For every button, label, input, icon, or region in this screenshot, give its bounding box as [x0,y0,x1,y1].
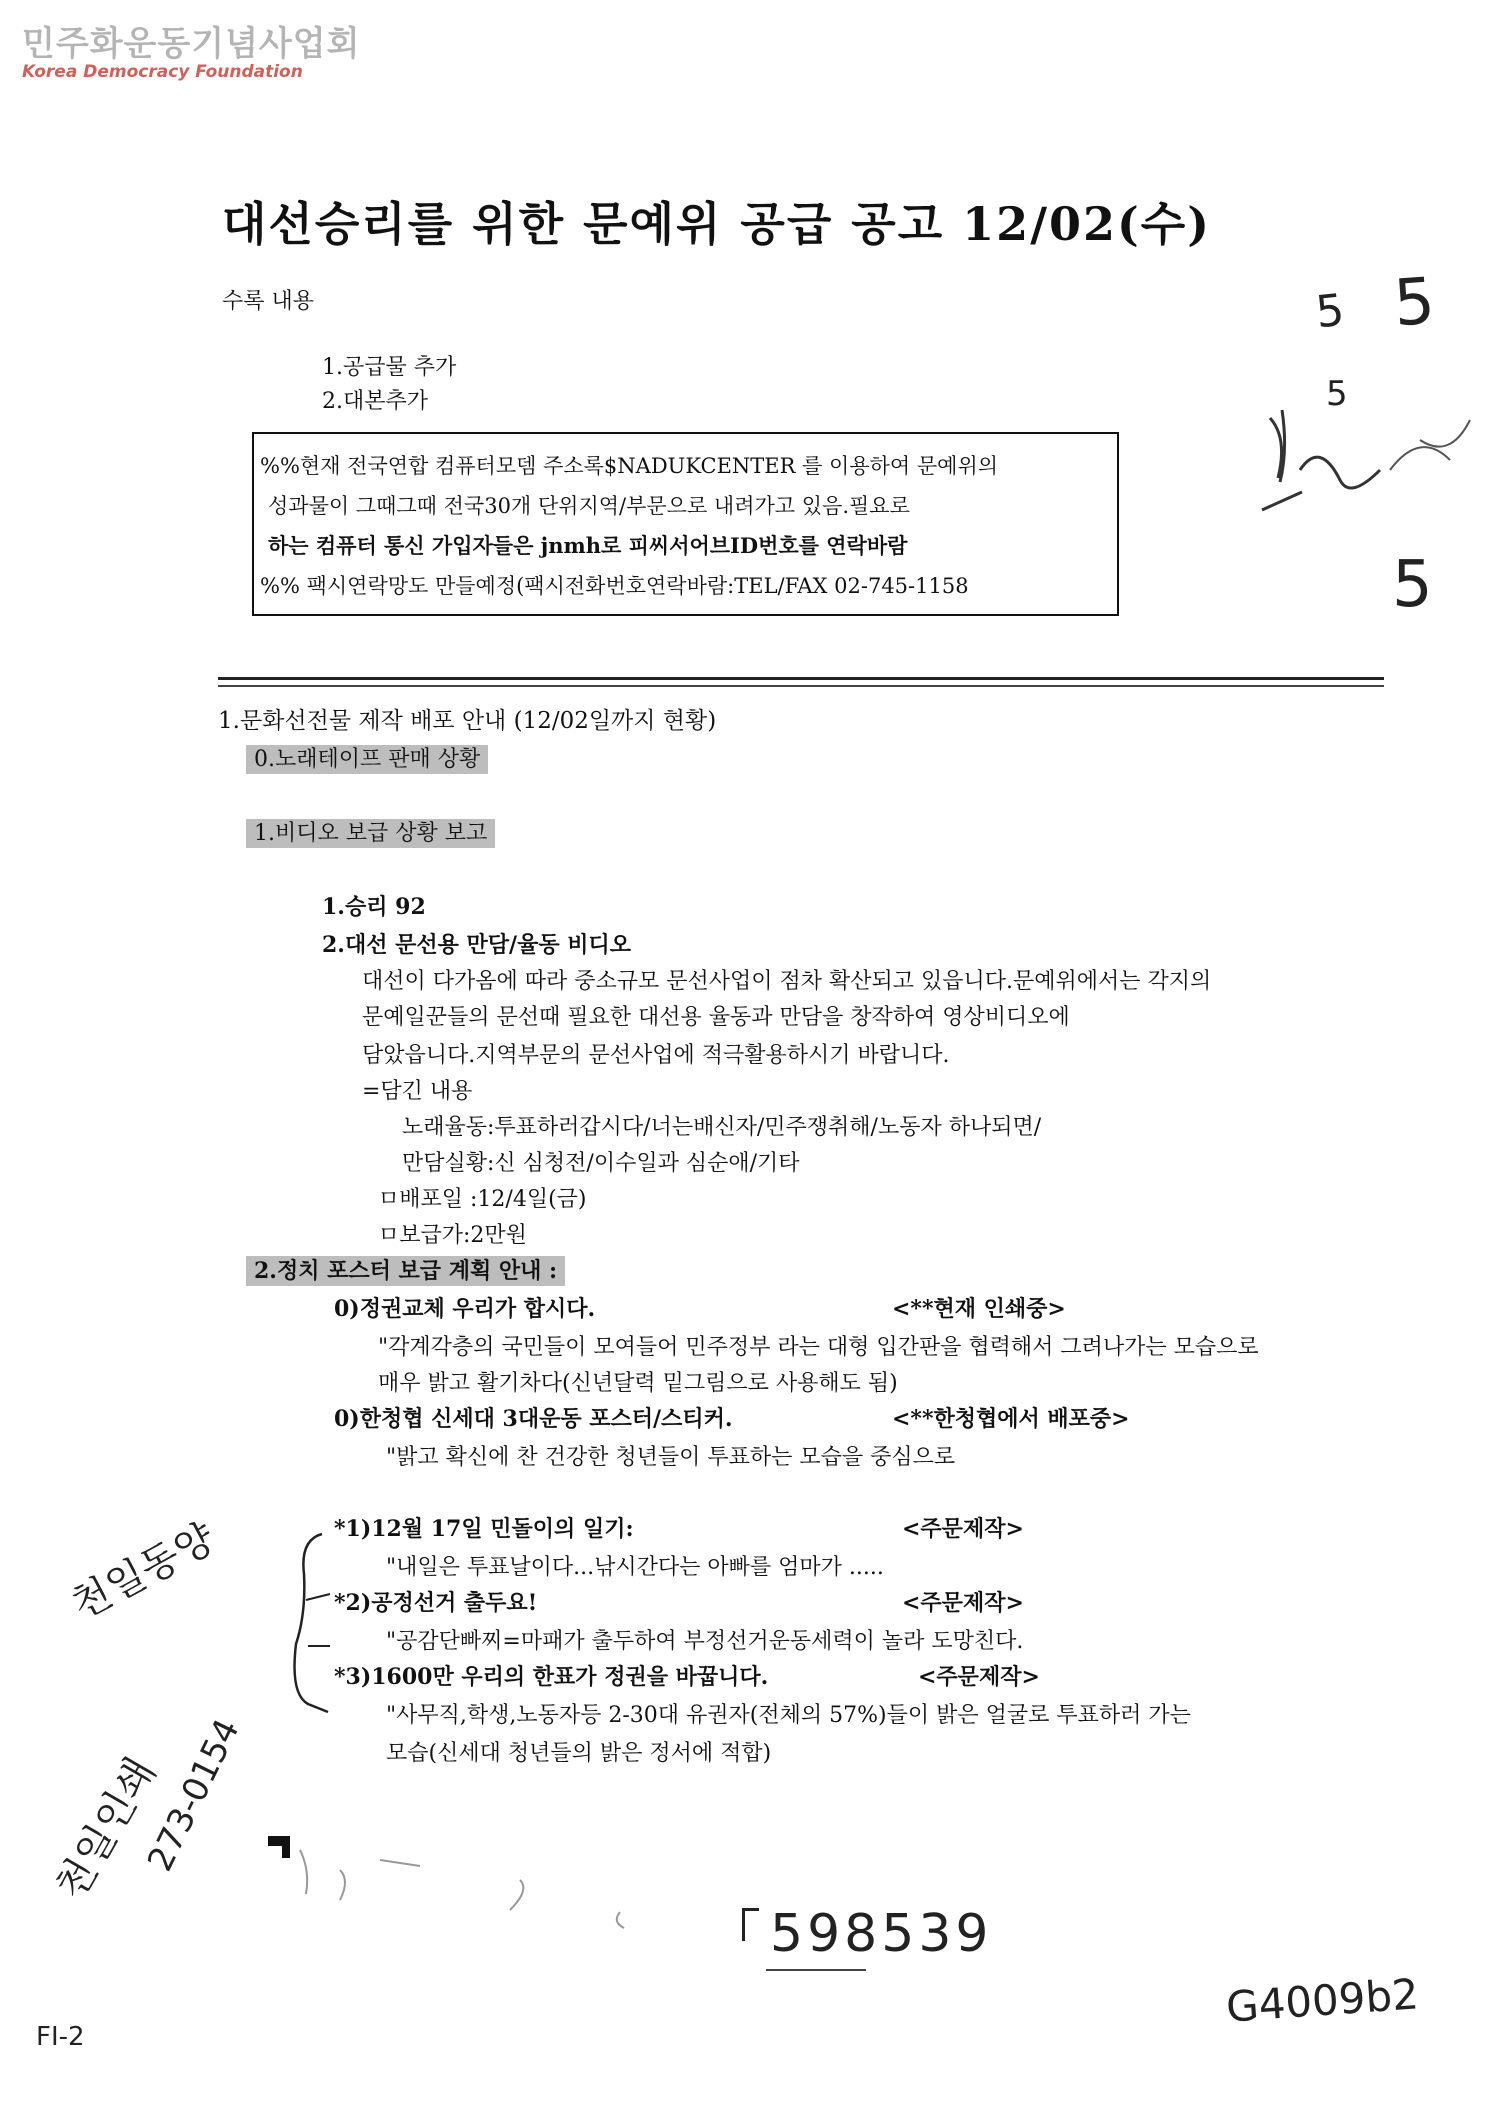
bottom-left-note: FI-2 [36,2022,85,2052]
poster-5-status: <주문제작> [918,1664,1040,1690]
bottom-number: G4009b2 [1224,1969,1421,2032]
contents-item-2: 2.대본추가 [322,389,428,414]
video-desc-2: 문예일꾼들의 문선때 필요한 대선용 율동과 만담을 창작하여 영상비디오에 [362,1005,1070,1030]
handwritten-note-1: 천일동양 [64,1515,223,1629]
video-item-1: 1.승리 92 [322,894,426,920]
poster-1-desc-1: "각계각층의 국민들이 모여들어 민주정부 라는 대형 입간판을 협력해서 그려나가는 모습으로 [378,1335,1259,1360]
poster-5-desc-2: 모습(신세대 청년들의 밝은 정서에 적합) [386,1741,772,1766]
handwritten-note-3: 273-0154 [140,1712,248,1878]
notice-line-1: %%현재 전국연합 컴퓨터모뎀 주소록$NADUKCENTER 를 이용하여 문예위의 [260,454,999,478]
video-desc-3: 담았읍니다.지역부문의 문선사업에 적극활용하시기 바랍니다. [362,1043,950,1068]
poster-5-title: *3)1600만 우리의 한표가 정권을 바꿉니다. [334,1664,769,1690]
poster-2-desc-1: "밝고 확신에 찬 건강한 청년들이 투표하는 모습을 중심으로 [386,1445,956,1470]
poster-1-desc-2: 매우 밝고 활기차다(신년달력 밑그림으로 사용해도 됨) [378,1371,898,1396]
contents-item-1: 1.공급물 추가 [322,355,457,380]
poster-4-status: <주문제작> [902,1590,1024,1616]
stamp-number: 598539 [770,1904,993,1964]
poster-1-status: <**현재 인쇄중> [892,1296,1066,1322]
poster-4-desc-1: "공감단빠찌=마패가 출두하여 부정선거운동세력이 놀라 도망친다. [386,1629,1024,1654]
price: ㅁ보급가:2만원 [378,1223,527,1248]
handwritten-number-1: 5 [1313,284,1347,339]
poster-1-title: 0)정권교체 우리가 합시다. [334,1296,596,1322]
notice-line-2: 성과물이 그때그때 전국30개 단위지역/부문으로 내려가고 있음.필요로 [268,494,910,518]
poster-3-status: <주문제작> [902,1516,1024,1542]
document-title: 대선승리를 위한 문예위 공급 공고 12/02(수) [222,197,1211,251]
handwritten-number-4: 5 [1392,548,1433,622]
poster-2-title: 0)한청협 신세대 3대운동 포스터/스티커. [334,1406,733,1432]
video-item-2: 2.대선 문선용 만담/율동 비디오 [322,932,632,958]
contents-label: =담긴 내용 [362,1079,473,1104]
poster-3-title: *1)12월 17일 민돌이의 일기: [334,1516,634,1542]
subsection-tape-sales: 0.노래테이프 판매 상황 [246,745,488,774]
notice-line-3: 하는 컴퓨터 통신 가입자들은 jnmh로 피씨서어브ID번호를 연락바람 [268,533,908,558]
subsection-video-report: 1.비디오 보급 상황 보고 [246,819,495,848]
handwritten-number-3: 5 [1326,374,1348,414]
watermark-korean: 민주화운동기념사업회 [22,24,361,64]
poster-3-desc-1: "내일은 투표날이다...낚시간다는 아빠를 엄마가 ..... [386,1555,884,1580]
dance-list: 노래율동:투표하러갑시다/너는배신자/민주쟁취해/노동자 하나되면/ [402,1115,1042,1140]
poster-5-desc-1: "사무직,학생,노동자등 2-30대 유권자(전체의 57%)들이 밝은 얼굴로 투표하러 가는 [386,1703,1191,1728]
poster-2-status: <**한청협에서 배포중> [892,1406,1130,1432]
poster-4-title: *2)공정선거 출두요! [334,1590,538,1616]
notice-line-4: %% 팩시연락망도 만들예정(팩시전화번호연락바람:TEL/FAX 02-745-1158 [260,574,969,598]
watermark-english: Korea Democracy Foundation [22,62,303,82]
video-desc-1: 대선이 다가옴에 따라 중소규모 문선사업이 점차 확산되고 있읍니다.문예위에서는 각지의 [362,969,1212,994]
comedy-list: 만담실황:신 심청전/이수일과 심순애/기타 [402,1151,800,1176]
contents-heading: 수록 내용 [222,289,315,314]
handwritten-note-2: 천일인쇄 [47,1750,165,1908]
handwritten-number-2: 5 [1391,264,1438,342]
release-date: ㅁ배포일 :12/4일(금) [378,1187,587,1212]
section1-heading: 1.문화선전물 제작 배포 안내 (12/02일까지 현황) [218,708,717,734]
subsection-poster-plan: 2.정치 포스터 보급 계획 안내 : [246,1256,565,1286]
